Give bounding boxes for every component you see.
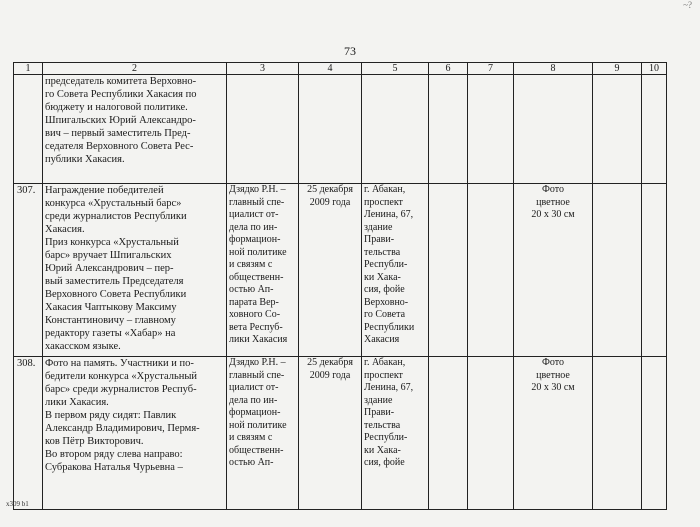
text-line: цветное	[536, 369, 570, 381]
type-cell	[514, 357, 593, 510]
text-line: Субракова Наталья Чурьевна –	[45, 462, 183, 473]
text-line: проспект	[364, 196, 403, 208]
text-line: тельства	[364, 246, 401, 258]
text-line: Прави-	[364, 234, 395, 245]
text-line: Александр Владимирович, Пермя-	[45, 423, 200, 434]
page-number: 73	[344, 44, 356, 58]
date-cell	[299, 184, 362, 357]
empty-cell	[468, 75, 514, 184]
text-line: формацион-	[229, 234, 281, 245]
type-cell	[514, 184, 593, 357]
text-line: Во втором ряду слева направо:	[45, 449, 183, 460]
text-line: проспект	[364, 369, 403, 381]
text-line: Республи-	[364, 259, 408, 270]
place-cell	[362, 357, 429, 510]
text-line: редактору газеты «Хабар» на	[45, 328, 176, 339]
text-line: ной политике	[229, 419, 287, 431]
table-row	[14, 184, 667, 357]
column-header: 9	[593, 63, 642, 75]
text-line: ховного Со-	[229, 309, 281, 320]
text-line: Награждение победителей	[45, 185, 164, 196]
text-line: сия, фойе	[364, 457, 405, 468]
text-line: Приз конкурса «Хрустальный	[45, 237, 179, 248]
text-line: барс» вручает Шпигальских	[45, 250, 172, 261]
text-line: главный спе-	[229, 196, 285, 208]
column-header: 7	[468, 63, 514, 75]
text-line: конкурса «Хрустальный барс»	[45, 198, 182, 209]
text-line: 20 х 30 см	[531, 209, 575, 220]
text-line: председатель комитета Верховно-	[45, 76, 197, 87]
text-line: Константиновичу – главному	[45, 315, 176, 326]
text-line: вич – первый заместитель Пред-	[45, 128, 191, 139]
text-line: ки Хака-	[364, 444, 401, 456]
text-line: Хакасия.	[45, 224, 85, 235]
text-line: формацион-	[229, 407, 281, 418]
text-line: циалист от-	[229, 382, 279, 393]
text-line: лики Хакасия.	[45, 397, 109, 408]
text-line: Республи-	[364, 432, 408, 443]
text-line: здание	[364, 221, 393, 233]
table-row	[14, 75, 667, 184]
text-line: здание	[364, 394, 393, 406]
text-line: ки Хака-	[364, 271, 401, 283]
text-line: циалист от-	[229, 209, 279, 220]
empty-cell	[468, 357, 514, 510]
text-line: парата Вер-	[229, 296, 279, 308]
text-line: публики Хакасия.	[45, 154, 125, 165]
text-line: общественн-	[229, 271, 284, 283]
text-line: Хакасия	[364, 334, 400, 345]
text-line: ной политике	[229, 246, 287, 258]
text-line: г. Абакан,	[364, 357, 406, 368]
text-line: Прави-	[364, 407, 395, 418]
text-line: го Совета Республики Хакасия по	[45, 89, 197, 100]
column-header: 3	[227, 63, 299, 75]
corner-mark: ~?	[683, 0, 692, 10]
text-line: главный спе-	[229, 369, 285, 381]
column-header: 8	[514, 63, 593, 75]
empty-cell	[642, 184, 667, 357]
text-line: бедители конкурса «Хрустальный	[45, 371, 198, 382]
text-line: бюджету и налоговой политике.	[45, 102, 188, 113]
text-line: Фото на память. Участники и по-	[45, 358, 194, 369]
text-line: 25 декабря	[307, 184, 353, 195]
author-cell	[227, 75, 299, 184]
author-cell	[227, 184, 299, 357]
column-header: 4	[299, 63, 362, 75]
text-line: Верховно-	[364, 296, 409, 308]
text-line: Шпигальских Юрий Александро-	[45, 115, 196, 126]
text-line: Дзядко Р.Н. –	[229, 184, 286, 195]
item-description	[43, 184, 227, 357]
item-description	[43, 357, 227, 510]
text-line: сия, фойе	[364, 284, 405, 295]
text-line: остью Ап-	[229, 457, 274, 468]
place-cell	[362, 75, 429, 184]
author-cell	[227, 357, 299, 510]
text-line: Ленина, 67,	[364, 209, 414, 220]
column-header: 2	[43, 63, 227, 75]
text-line: вета Респуб-	[229, 321, 283, 333]
text-line: Ленина, 67,	[364, 382, 414, 393]
empty-cell	[642, 75, 667, 184]
text-line: барс» среди журналистов Респуб-	[45, 384, 197, 395]
item-description	[43, 75, 227, 184]
text-line: г. Абакан,	[364, 184, 406, 195]
text-line: общественн-	[229, 444, 284, 456]
text-line: седателя Верховного Совета Рес-	[45, 141, 194, 152]
text-line: хакасском языке.	[45, 341, 121, 352]
text-line: Юрий Александрович – пер-	[45, 263, 174, 274]
table-row	[14, 357, 667, 510]
text-line: 20 х 30 см	[531, 382, 575, 393]
empty-cell	[429, 184, 468, 357]
type-cell	[514, 75, 593, 184]
text-line: Верховного Совета Республики	[45, 289, 187, 300]
text-line: го Совета	[364, 309, 406, 320]
row-number: 308.	[14, 357, 43, 510]
text-line: среди журналистов Республики	[45, 211, 187, 222]
text-line: Республики	[364, 321, 415, 333]
catalog-table	[13, 62, 667, 510]
text-line: В первом ряду сидят: Павлик	[45, 410, 177, 421]
column-header: 1	[14, 63, 43, 75]
empty-cell	[593, 184, 642, 357]
footer-code: x309 b1	[6, 500, 29, 508]
text-line: дела по ин-	[229, 221, 278, 233]
text-line: остью Ап-	[229, 284, 274, 295]
row-number	[14, 75, 43, 184]
text-line: ков Пётр Викторович.	[45, 436, 144, 447]
column-header: 10	[642, 63, 667, 75]
text-line: Дзядко Р.Н. –	[229, 357, 286, 368]
row-number: 307.	[14, 184, 43, 357]
text-line: вый заместитель Председателя	[45, 276, 184, 287]
text-line: 2009 года	[309, 196, 351, 208]
text-line: дела по ин-	[229, 394, 278, 406]
text-line: Фото	[541, 184, 564, 195]
text-line: и связям с	[229, 259, 273, 270]
text-line: лики Хакасия	[229, 334, 288, 345]
text-line: Фото	[541, 357, 564, 368]
empty-cell	[642, 357, 667, 510]
text-line: и связям с	[229, 432, 273, 443]
empty-cell	[468, 184, 514, 357]
text-line: 2009 года	[309, 369, 351, 381]
column-header: 5	[362, 63, 429, 75]
text-line: Хакасия Чаптыкову Максиму	[45, 302, 177, 313]
column-header: 6	[429, 63, 468, 75]
empty-cell	[593, 75, 642, 184]
empty-cell	[429, 357, 468, 510]
text-line: тельства	[364, 419, 401, 431]
date-cell	[299, 75, 362, 184]
table-header-row	[14, 63, 667, 75]
text-line: цветное	[536, 196, 570, 208]
empty-cell	[429, 75, 468, 184]
text-line: 25 декабря	[307, 357, 353, 368]
date-cell	[299, 357, 362, 510]
place-cell	[362, 184, 429, 357]
empty-cell	[593, 357, 642, 510]
